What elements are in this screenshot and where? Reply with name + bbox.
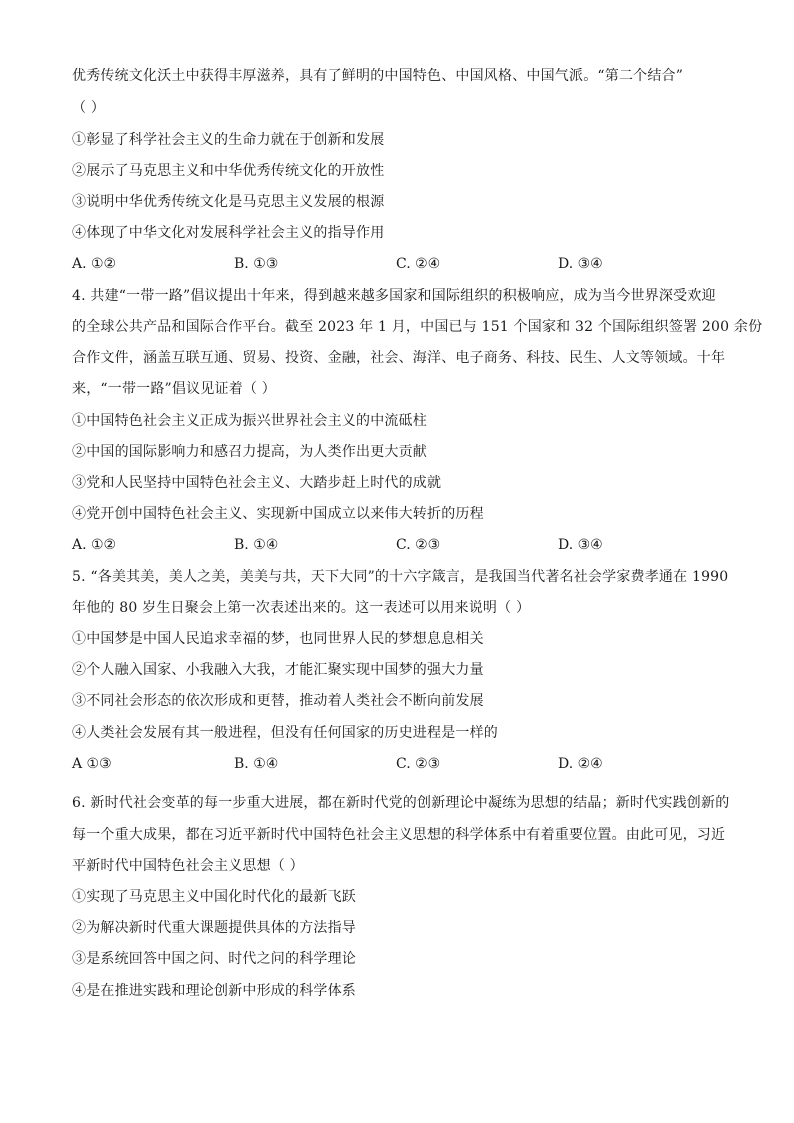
question-5-option-a[interactable]: A ①③ — [72, 756, 112, 772]
question-4-option-a[interactable]: A. ①② — [72, 537, 117, 553]
question-3-statement-3: ③说明中华优秀传统文化是马克思主义发展的根源 — [72, 194, 385, 210]
question-6-stem-line: 每一个重大成果，都在习近平新时代中国特色社会主义思想的科学体系中有着重要位置。由此可见，习近 — [72, 827, 726, 843]
question-4-option-d[interactable]: D. ③④ — [558, 537, 603, 553]
question-3-option-c[interactable]: C. ②④ — [396, 256, 441, 272]
question-6-statement-1: ①实现了马克思主义中国化时代化的最新飞跃 — [72, 889, 356, 905]
question-4-option-c[interactable]: C. ②③ — [396, 537, 441, 553]
question-4-statement-2: ②中国的国际影响力和感召力提高，为人类作出更大贡献 — [72, 444, 427, 460]
question-3-option-d[interactable]: D. ③④ — [558, 256, 603, 272]
question-5-stem-line: 年他的 80 岁生日聚会上第一次表述出来的。这一表述可以用来说明（ ） — [72, 600, 531, 616]
question-4-statement-3: ③党和人民坚持中国特色社会主义、大踏步赶上时代的成就 — [72, 475, 442, 491]
question-5-statement-4: ④人类社会发展有其一般进程，但没有任何国家的历史进程是一样的 — [72, 725, 498, 741]
question-6-stem-line: 平新时代中国特色社会主义思想（ ） — [72, 858, 304, 874]
question-6-stem-line: 6. 新时代社会变革的每一步重大进展，都在新时代党的创新理论中凝练为思想的结晶；新时代实践创新的 — [72, 795, 730, 811]
question-5-options — [72, 754, 722, 774]
question-4-options — [72, 535, 722, 555]
question-6-statement-4: ④是在推进实践和理论创新中形成的科学体系 — [72, 983, 356, 999]
question-5-option-d[interactable]: D. ②④ — [558, 756, 603, 772]
question-3-blank: （ ） — [72, 100, 106, 116]
question-3-options — [72, 254, 722, 274]
question-5-option-b[interactable]: B. ①④ — [234, 756, 279, 772]
question-4-stem-line: 来，“一带一路”倡议见证着（ ） — [72, 381, 276, 397]
question-5-statement-2: ②个人融入国家、小我融入大我，才能汇聚实现中国梦的强大力量 — [72, 662, 484, 678]
question-4-stem-line: 4. 共建“一带一路”倡议提出十年来，得到越来越多国家和国际组织的积极响应，成为当今世界深受欢迎 — [72, 288, 716, 304]
question-5-statement-3: ③不同社会形态的依次形成和更替，推动着人类社会不断向前发展 — [72, 693, 484, 709]
question-3-stem-line: 优秀传统文化沃土中获得丰厚滋养，具有了鲜明的中国特色、中国风格、中国气派。“第二个结合” — [72, 68, 684, 84]
question-3-statement-4: ④体现了中华文化对发展科学社会主义的指导作用 — [72, 225, 385, 241]
question-5-statement-1: ①中国梦是中国人民追求幸福的梦，也同世界人民的梦想息息相关 — [72, 631, 484, 647]
question-4-stem-line: 合作文件，涵盖互联互通、贸易、投资、金融，社会、海洋、电子商务、科技、民生、人文等领域。十年 — [72, 350, 726, 366]
question-6-statement-3: ③是系统回答中国之问、时代之问的科学理论 — [72, 951, 356, 967]
question-5-option-c[interactable]: C. ②③ — [396, 756, 441, 772]
question-4-option-b[interactable]: B. ①④ — [234, 537, 279, 553]
question-3-statement-1: ①彰显了科学社会主义的生命力就在于创新和发展 — [72, 132, 385, 148]
question-4-stem-line: 的全球公共产品和国际合作平台。截至 2023 年 1 月，中国已与 151 个国家和 32 个国际组织签署 200 余份 — [72, 319, 763, 335]
question-4-statement-1: ①中国特色社会主义正成为振兴世界社会主义的中流砥柱 — [72, 413, 427, 429]
question-6-statement-2: ②为解决新时代重大课题提供具体的方法指导 — [72, 920, 356, 936]
question-3-statement-2: ②展示了马克思主义和中华优秀传统文化的开放性 — [72, 163, 385, 179]
question-3-option-a[interactable]: A. ①② — [72, 256, 117, 272]
question-5-stem-line: 5. “各美其美，美人之美，美美与共，天下大同”的十六字箴言，是我国当代著名社会学家费孝通在 1990 — [72, 569, 729, 585]
question-4-statement-4: ④党开创中国特色社会主义、实现新中国成立以来伟大转折的历程 — [72, 506, 484, 522]
question-3-option-b[interactable]: B. ①③ — [234, 256, 279, 272]
